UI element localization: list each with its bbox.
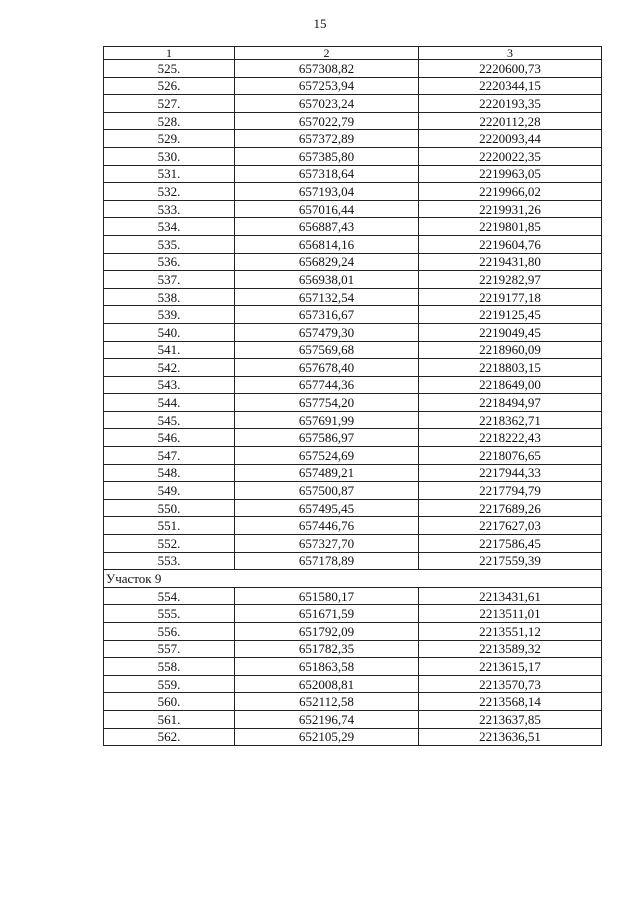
x-coordinate-cell: 657495,45 bbox=[235, 499, 419, 517]
x-coordinate-cell: 652112,58 bbox=[235, 693, 419, 711]
table-row bbox=[104, 376, 602, 394]
y-coordinate-cell: 2218362,71 bbox=[419, 411, 602, 429]
x-coordinate-cell: 652008,81 bbox=[235, 675, 419, 693]
table-row bbox=[104, 77, 602, 95]
table-row bbox=[104, 710, 602, 728]
y-coordinate-cell: 2218076,65 bbox=[419, 447, 602, 465]
point-number-cell: 550. bbox=[104, 499, 235, 517]
x-coordinate-cell: 657016,44 bbox=[235, 200, 419, 218]
y-coordinate-cell: 2213589,32 bbox=[419, 640, 602, 658]
table-header-row bbox=[104, 47, 602, 60]
point-number-cell: 532. bbox=[104, 183, 235, 201]
x-coordinate-cell: 657372,89 bbox=[235, 130, 419, 148]
header-y-coordinate: 3 bbox=[419, 47, 602, 60]
x-coordinate-cell: 651671,59 bbox=[235, 605, 419, 623]
x-coordinate-cell: 651863,58 bbox=[235, 658, 419, 676]
x-coordinate-cell: 652105,29 bbox=[235, 728, 419, 746]
point-number-cell: 549. bbox=[104, 482, 235, 500]
section-label: Участок 9 bbox=[104, 570, 602, 588]
table-row bbox=[104, 95, 602, 113]
table-row bbox=[104, 323, 602, 341]
point-number-cell: 530. bbox=[104, 147, 235, 165]
point-number-cell: 546. bbox=[104, 429, 235, 447]
y-coordinate-cell: 2217559,39 bbox=[419, 552, 602, 570]
point-number-cell: 525. bbox=[104, 60, 235, 78]
table-row bbox=[104, 623, 602, 641]
x-coordinate-cell: 657132,54 bbox=[235, 288, 419, 306]
x-coordinate-cell: 657744,36 bbox=[235, 376, 419, 394]
x-coordinate-cell: 657308,82 bbox=[235, 60, 419, 78]
point-number-cell: 531. bbox=[104, 165, 235, 183]
y-coordinate-cell: 2219049,45 bbox=[419, 323, 602, 341]
y-coordinate-cell: 2213570,73 bbox=[419, 675, 602, 693]
point-number-cell: 559. bbox=[104, 675, 235, 693]
x-coordinate-cell: 657385,80 bbox=[235, 147, 419, 165]
table-row bbox=[104, 341, 602, 359]
x-coordinate-cell: 657678,40 bbox=[235, 359, 419, 377]
header-point-number: 1 bbox=[104, 47, 235, 60]
x-coordinate-cell: 657479,30 bbox=[235, 323, 419, 341]
x-coordinate-cell: 656938,01 bbox=[235, 271, 419, 289]
point-number-cell: 562. bbox=[104, 728, 235, 746]
x-coordinate-cell: 657316,67 bbox=[235, 306, 419, 324]
y-coordinate-cell: 2218960,09 bbox=[419, 341, 602, 359]
y-coordinate-cell: 2218649,00 bbox=[419, 376, 602, 394]
y-coordinate-cell: 2218494,97 bbox=[419, 394, 602, 412]
table-row bbox=[104, 587, 602, 605]
table-row bbox=[104, 517, 602, 535]
x-coordinate-cell: 657022,79 bbox=[235, 112, 419, 130]
table-row bbox=[104, 605, 602, 623]
point-number-cell: 539. bbox=[104, 306, 235, 324]
y-coordinate-cell: 2217689,26 bbox=[419, 499, 602, 517]
point-number-cell: 554. bbox=[104, 587, 235, 605]
point-number-cell: 545. bbox=[104, 411, 235, 429]
x-coordinate-cell: 657023,24 bbox=[235, 95, 419, 113]
x-coordinate-cell: 657489,21 bbox=[235, 464, 419, 482]
y-coordinate-cell: 2213551,12 bbox=[419, 623, 602, 641]
point-number-cell: 527. bbox=[104, 95, 235, 113]
y-coordinate-cell: 2219604,76 bbox=[419, 235, 602, 253]
table-row bbox=[104, 728, 602, 746]
point-number-cell: 542. bbox=[104, 359, 235, 377]
table-row bbox=[104, 60, 602, 78]
section-row bbox=[104, 570, 602, 588]
x-coordinate-cell: 656887,43 bbox=[235, 218, 419, 236]
y-coordinate-cell: 2219125,45 bbox=[419, 306, 602, 324]
table-row bbox=[104, 535, 602, 553]
y-coordinate-cell: 2219966,02 bbox=[419, 183, 602, 201]
point-number-cell: 544. bbox=[104, 394, 235, 412]
x-coordinate-cell: 657586,97 bbox=[235, 429, 419, 447]
table-row bbox=[104, 429, 602, 447]
x-coordinate-cell: 652196,74 bbox=[235, 710, 419, 728]
table-row bbox=[104, 200, 602, 218]
table-row bbox=[104, 218, 602, 236]
x-coordinate-cell: 657524,69 bbox=[235, 447, 419, 465]
x-coordinate-cell: 657193,04 bbox=[235, 183, 419, 201]
table-row bbox=[104, 675, 602, 693]
point-number-cell: 556. bbox=[104, 623, 235, 641]
x-coordinate-cell: 651782,35 bbox=[235, 640, 419, 658]
table-row bbox=[104, 640, 602, 658]
x-coordinate-cell: 651792,09 bbox=[235, 623, 419, 641]
table-row bbox=[104, 253, 602, 271]
point-number-cell: 547. bbox=[104, 447, 235, 465]
x-coordinate-cell: 657327,70 bbox=[235, 535, 419, 553]
x-coordinate-cell: 657500,87 bbox=[235, 482, 419, 500]
y-coordinate-cell: 2213511,01 bbox=[419, 605, 602, 623]
table-row bbox=[104, 130, 602, 148]
coordinates-table-body bbox=[104, 47, 602, 746]
table-row bbox=[104, 394, 602, 412]
point-number-cell: 534. bbox=[104, 218, 235, 236]
y-coordinate-cell: 2218803,15 bbox=[419, 359, 602, 377]
point-number-cell: 551. bbox=[104, 517, 235, 535]
point-number-cell: 533. bbox=[104, 200, 235, 218]
table-row bbox=[104, 288, 602, 306]
y-coordinate-cell: 2220093,44 bbox=[419, 130, 602, 148]
y-coordinate-cell: 2220112,28 bbox=[419, 112, 602, 130]
table-row bbox=[104, 271, 602, 289]
point-number-cell: 561. bbox=[104, 710, 235, 728]
table-row bbox=[104, 464, 602, 482]
point-number-cell: 557. bbox=[104, 640, 235, 658]
y-coordinate-cell: 2219801,85 bbox=[419, 218, 602, 236]
point-number-cell: 543. bbox=[104, 376, 235, 394]
table-row bbox=[104, 552, 602, 570]
x-coordinate-cell: 657446,76 bbox=[235, 517, 419, 535]
y-coordinate-cell: 2217944,33 bbox=[419, 464, 602, 482]
table-row bbox=[104, 183, 602, 201]
x-coordinate-cell: 656829,24 bbox=[235, 253, 419, 271]
y-coordinate-cell: 2219931,26 bbox=[419, 200, 602, 218]
table-row bbox=[104, 658, 602, 676]
point-number-cell: 528. bbox=[104, 112, 235, 130]
y-coordinate-cell: 2218222,43 bbox=[419, 429, 602, 447]
point-number-cell: 541. bbox=[104, 341, 235, 359]
y-coordinate-cell: 2213636,51 bbox=[419, 728, 602, 746]
point-number-cell: 553. bbox=[104, 552, 235, 570]
x-coordinate-cell: 657318,64 bbox=[235, 165, 419, 183]
table-row bbox=[104, 359, 602, 377]
table-row bbox=[104, 112, 602, 130]
point-number-cell: 540. bbox=[104, 323, 235, 341]
y-coordinate-cell: 2220022,35 bbox=[419, 147, 602, 165]
table-row bbox=[104, 693, 602, 711]
y-coordinate-cell: 2213615,17 bbox=[419, 658, 602, 676]
y-coordinate-cell: 2219282,97 bbox=[419, 271, 602, 289]
point-number-cell: 535. bbox=[104, 235, 235, 253]
y-coordinate-cell: 2213637,85 bbox=[419, 710, 602, 728]
y-coordinate-cell: 2220193,35 bbox=[419, 95, 602, 113]
coordinates-table bbox=[103, 46, 602, 746]
table-row bbox=[104, 499, 602, 517]
table-row bbox=[104, 482, 602, 500]
point-number-cell: 536. bbox=[104, 253, 235, 271]
y-coordinate-cell: 2213431,61 bbox=[419, 587, 602, 605]
y-coordinate-cell: 2213568,14 bbox=[419, 693, 602, 711]
y-coordinate-cell: 2217627,03 bbox=[419, 517, 602, 535]
point-number-cell: 538. bbox=[104, 288, 235, 306]
y-coordinate-cell: 2220344,15 bbox=[419, 77, 602, 95]
table-row bbox=[104, 147, 602, 165]
y-coordinate-cell: 2219177,18 bbox=[419, 288, 602, 306]
table-row bbox=[104, 447, 602, 465]
point-number-cell: 537. bbox=[104, 271, 235, 289]
x-coordinate-cell: 651580,17 bbox=[235, 587, 419, 605]
point-number-cell: 526. bbox=[104, 77, 235, 95]
point-number-cell: 558. bbox=[104, 658, 235, 676]
x-coordinate-cell: 657691,99 bbox=[235, 411, 419, 429]
point-number-cell: 555. bbox=[104, 605, 235, 623]
y-coordinate-cell: 2219963,05 bbox=[419, 165, 602, 183]
table-row bbox=[104, 411, 602, 429]
point-number-cell: 560. bbox=[104, 693, 235, 711]
table-row bbox=[104, 165, 602, 183]
x-coordinate-cell: 656814,16 bbox=[235, 235, 419, 253]
x-coordinate-cell: 657253,94 bbox=[235, 77, 419, 95]
x-coordinate-cell: 657754,20 bbox=[235, 394, 419, 412]
x-coordinate-cell: 657569,68 bbox=[235, 341, 419, 359]
y-coordinate-cell: 2219431,80 bbox=[419, 253, 602, 271]
x-coordinate-cell: 657178,89 bbox=[235, 552, 419, 570]
y-coordinate-cell: 2217586,45 bbox=[419, 535, 602, 553]
point-number-cell: 548. bbox=[104, 464, 235, 482]
table-row bbox=[104, 235, 602, 253]
y-coordinate-cell: 2220600,73 bbox=[419, 60, 602, 78]
header-x-coordinate: 2 bbox=[235, 47, 419, 60]
table-row bbox=[104, 306, 602, 324]
page-number: 15 bbox=[313, 16, 327, 31]
point-number-cell: 529. bbox=[104, 130, 235, 148]
y-coordinate-cell: 2217794,79 bbox=[419, 482, 602, 500]
point-number-cell: 552. bbox=[104, 535, 235, 553]
